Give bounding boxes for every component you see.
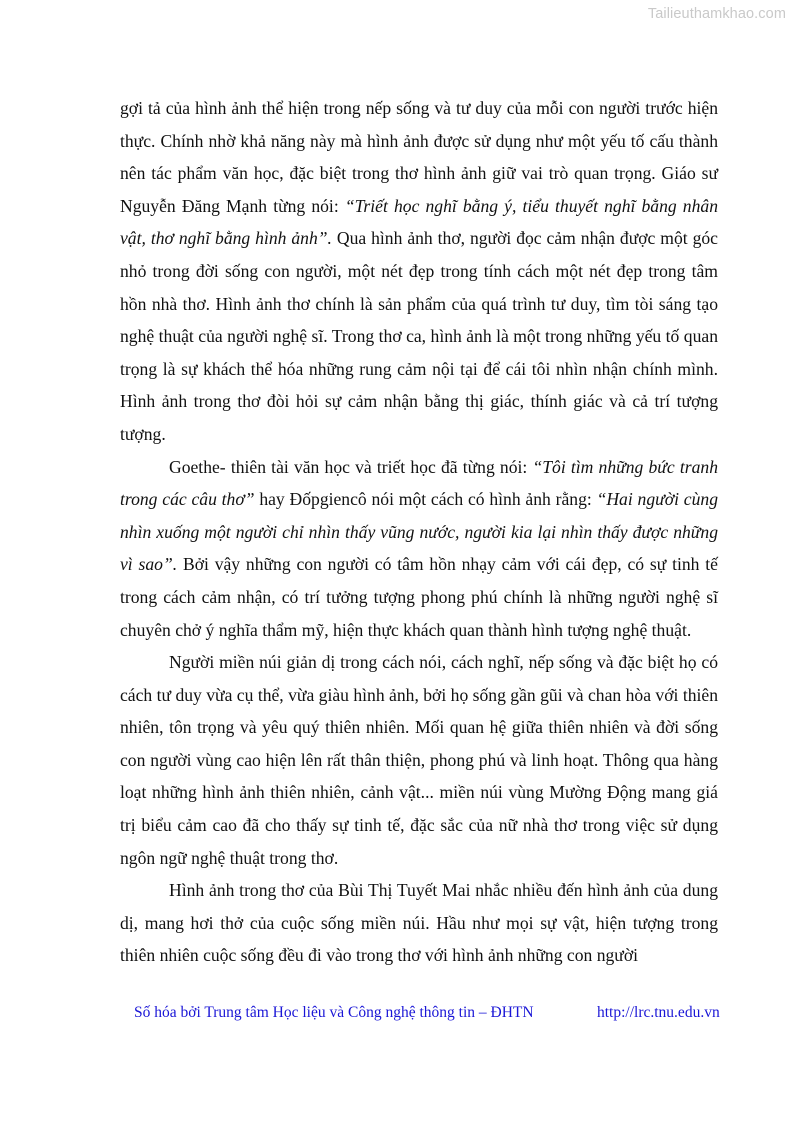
paragraph-3 xyxy=(120,646,718,874)
paragraph-2-quote-2: “Hai người cùng nhìn xuống một người chỉ nhìn thấy vũng nước, người kia lại nhìn thấy được những vì sao”. xyxy=(120,489,718,575)
paragraph-3-text-1: Người miền núi giản dị trong cách nói, cách nghĩ, nếp sống và đặc biệt họ có cách tư duy vừa cụ thể, vừa giàu hình ảnh, bởi họ sống gần gũi và chan hòa với thiên nhiên, tôn trọng và yêu quý thiên nhiên. Mối quan hệ giữa thiên nhiên và đời sống con người vùng cao hiện lên rất thân thiện, phong phú và linh hoạt. Thông qua hàng loạt những hình ảnh thiên nhiên, cảnh vật... miền núi vùng Mường Động mang giá trị biểu cảm cao đã cho thấy sự tinh tế, đặc sắc của nữ nhà thơ trong việc sử dụng ngôn ngữ nghệ thuật trong thơ. xyxy=(120,652,718,868)
paragraph-2-quote-1: “Tôi tìm những bức tranh trong các câu thơ” xyxy=(120,456,718,510)
paragraph-1-text-1: gợi tả của hình ảnh thể hiện trong nếp sống và tư duy của mỗi con người trước hiện thực. Chính nhờ khả năng này mà hình ảnh được sử dụng như một yếu tố cấu thành nên tác phẩm văn học, đặc biệt trong thơ hình ảnh giữ vai trò quan trọng. Giáo sư Nguyễn Đăng Mạnh từng nói: xyxy=(120,98,718,216)
paragraph-2 xyxy=(120,451,718,647)
paragraph-4-text-1: Hình ảnh trong thơ của Bùi Thị Tuyết Mai nhắc nhiều đến hình ảnh của dung dị, mang hơi thở của cuộc sống miền núi. Hầu như mọi sự vật, hiện tượng trong thiên nhiên cuộc sống đều đi vào trong thơ với hình ảnh những con người xyxy=(120,880,718,966)
paragraph-2-text-1: Goethe- thiên tài văn học và triết học đã từng nói: xyxy=(169,456,533,477)
paragraph-2-text-3: Bởi vậy những con người có tâm hồn nhạy cảm với cái đẹp, có sự tinh tế trong cách cảm nhận, có trí tưởng tượng phong phú chính là những người nghệ sĩ chuyên chở ý nghĩa thẩm mỹ, hiện thực khách quan thành hình tượng nghệ thuật. xyxy=(120,554,718,640)
footer-link[interactable]: http://lrc.tnu.edu.vn xyxy=(597,1004,720,1021)
paragraph-2-text-2: hay Đốpgiencô nói một cách có hình ảnh rằng: xyxy=(254,489,597,510)
footer-credit: Số hóa bởi Trung tâm Học liệu và Công nghệ thông tin – ĐHTN xyxy=(134,1004,534,1021)
page-footer xyxy=(0,1004,794,1026)
paragraph-4 xyxy=(120,874,718,972)
paragraph-1-quote-1: “Triết học nghĩ bằng ý, tiểu thuyết nghĩ bằng nhân vật, thơ nghĩ bằng hình ảnh”. xyxy=(120,195,718,249)
paragraph-1-text-2: Qua hình ảnh thơ, người đọc cảm nhận được một góc nhỏ trong đời sống con người, một nét đẹp trong tính cách một nét đẹp trong tâm hồn nhà thơ. Hình ảnh thơ chính là sản phẩm của quá trình tư duy, tìm tòi sáng tạo nghệ thuật của người nghệ sĩ. Trong thơ ca, hình ảnh là một trong những yếu tố quan trọng là sự khách thể hóa những rung cảm nội tại để cái tôi nhìn nhận chính mình. Hình ảnh trong thơ đòi hỏi sự cảm nhận bằng thị giác, thính giác và cả trí tượng tượng. xyxy=(120,228,718,444)
watermark: Tailieuthamkhao.com xyxy=(647,6,786,22)
paragraph-1 xyxy=(120,92,718,451)
document-body xyxy=(120,92,718,972)
